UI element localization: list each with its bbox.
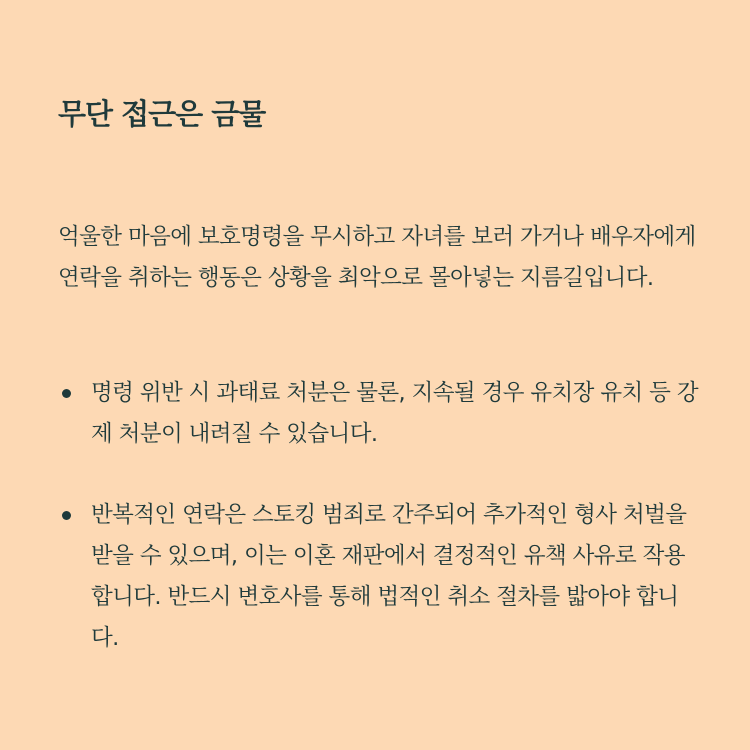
bullet-text: 반복적인 연락은 스토킹 범죄로 간주되어 추가적인 형사 처벌을 받을 수 있으며, 이는 이혼 재판에서 결정적인 유책 사유로 작용합니다. 반드시 변호사를 통해 법적인 취소 절차를 밟아야 합니다. [91,502,687,651]
bullet-text: 명령 위반 시 과태료 처분은 물론, 지속될 경우 유치장 유치 등 강제 처분이 내려질 수 있습니다. [91,380,699,447]
bullet-list [58,373,698,659]
bullet-dot-icon [62,389,71,398]
bullet-item-2 [58,495,698,659]
bullet-dot-icon [62,511,71,520]
page-title: 무단 접근은 금물 [58,97,266,131]
intro-paragraph: 억울한 마음에 보호명령을 무시하고 자녀를 보러 가거나 배우자에게 연락을 취하는 행동은 상황을 최악으로 몰아넣는 지름길입니다. [58,224,696,291]
bullet-item-1 [58,373,698,455]
